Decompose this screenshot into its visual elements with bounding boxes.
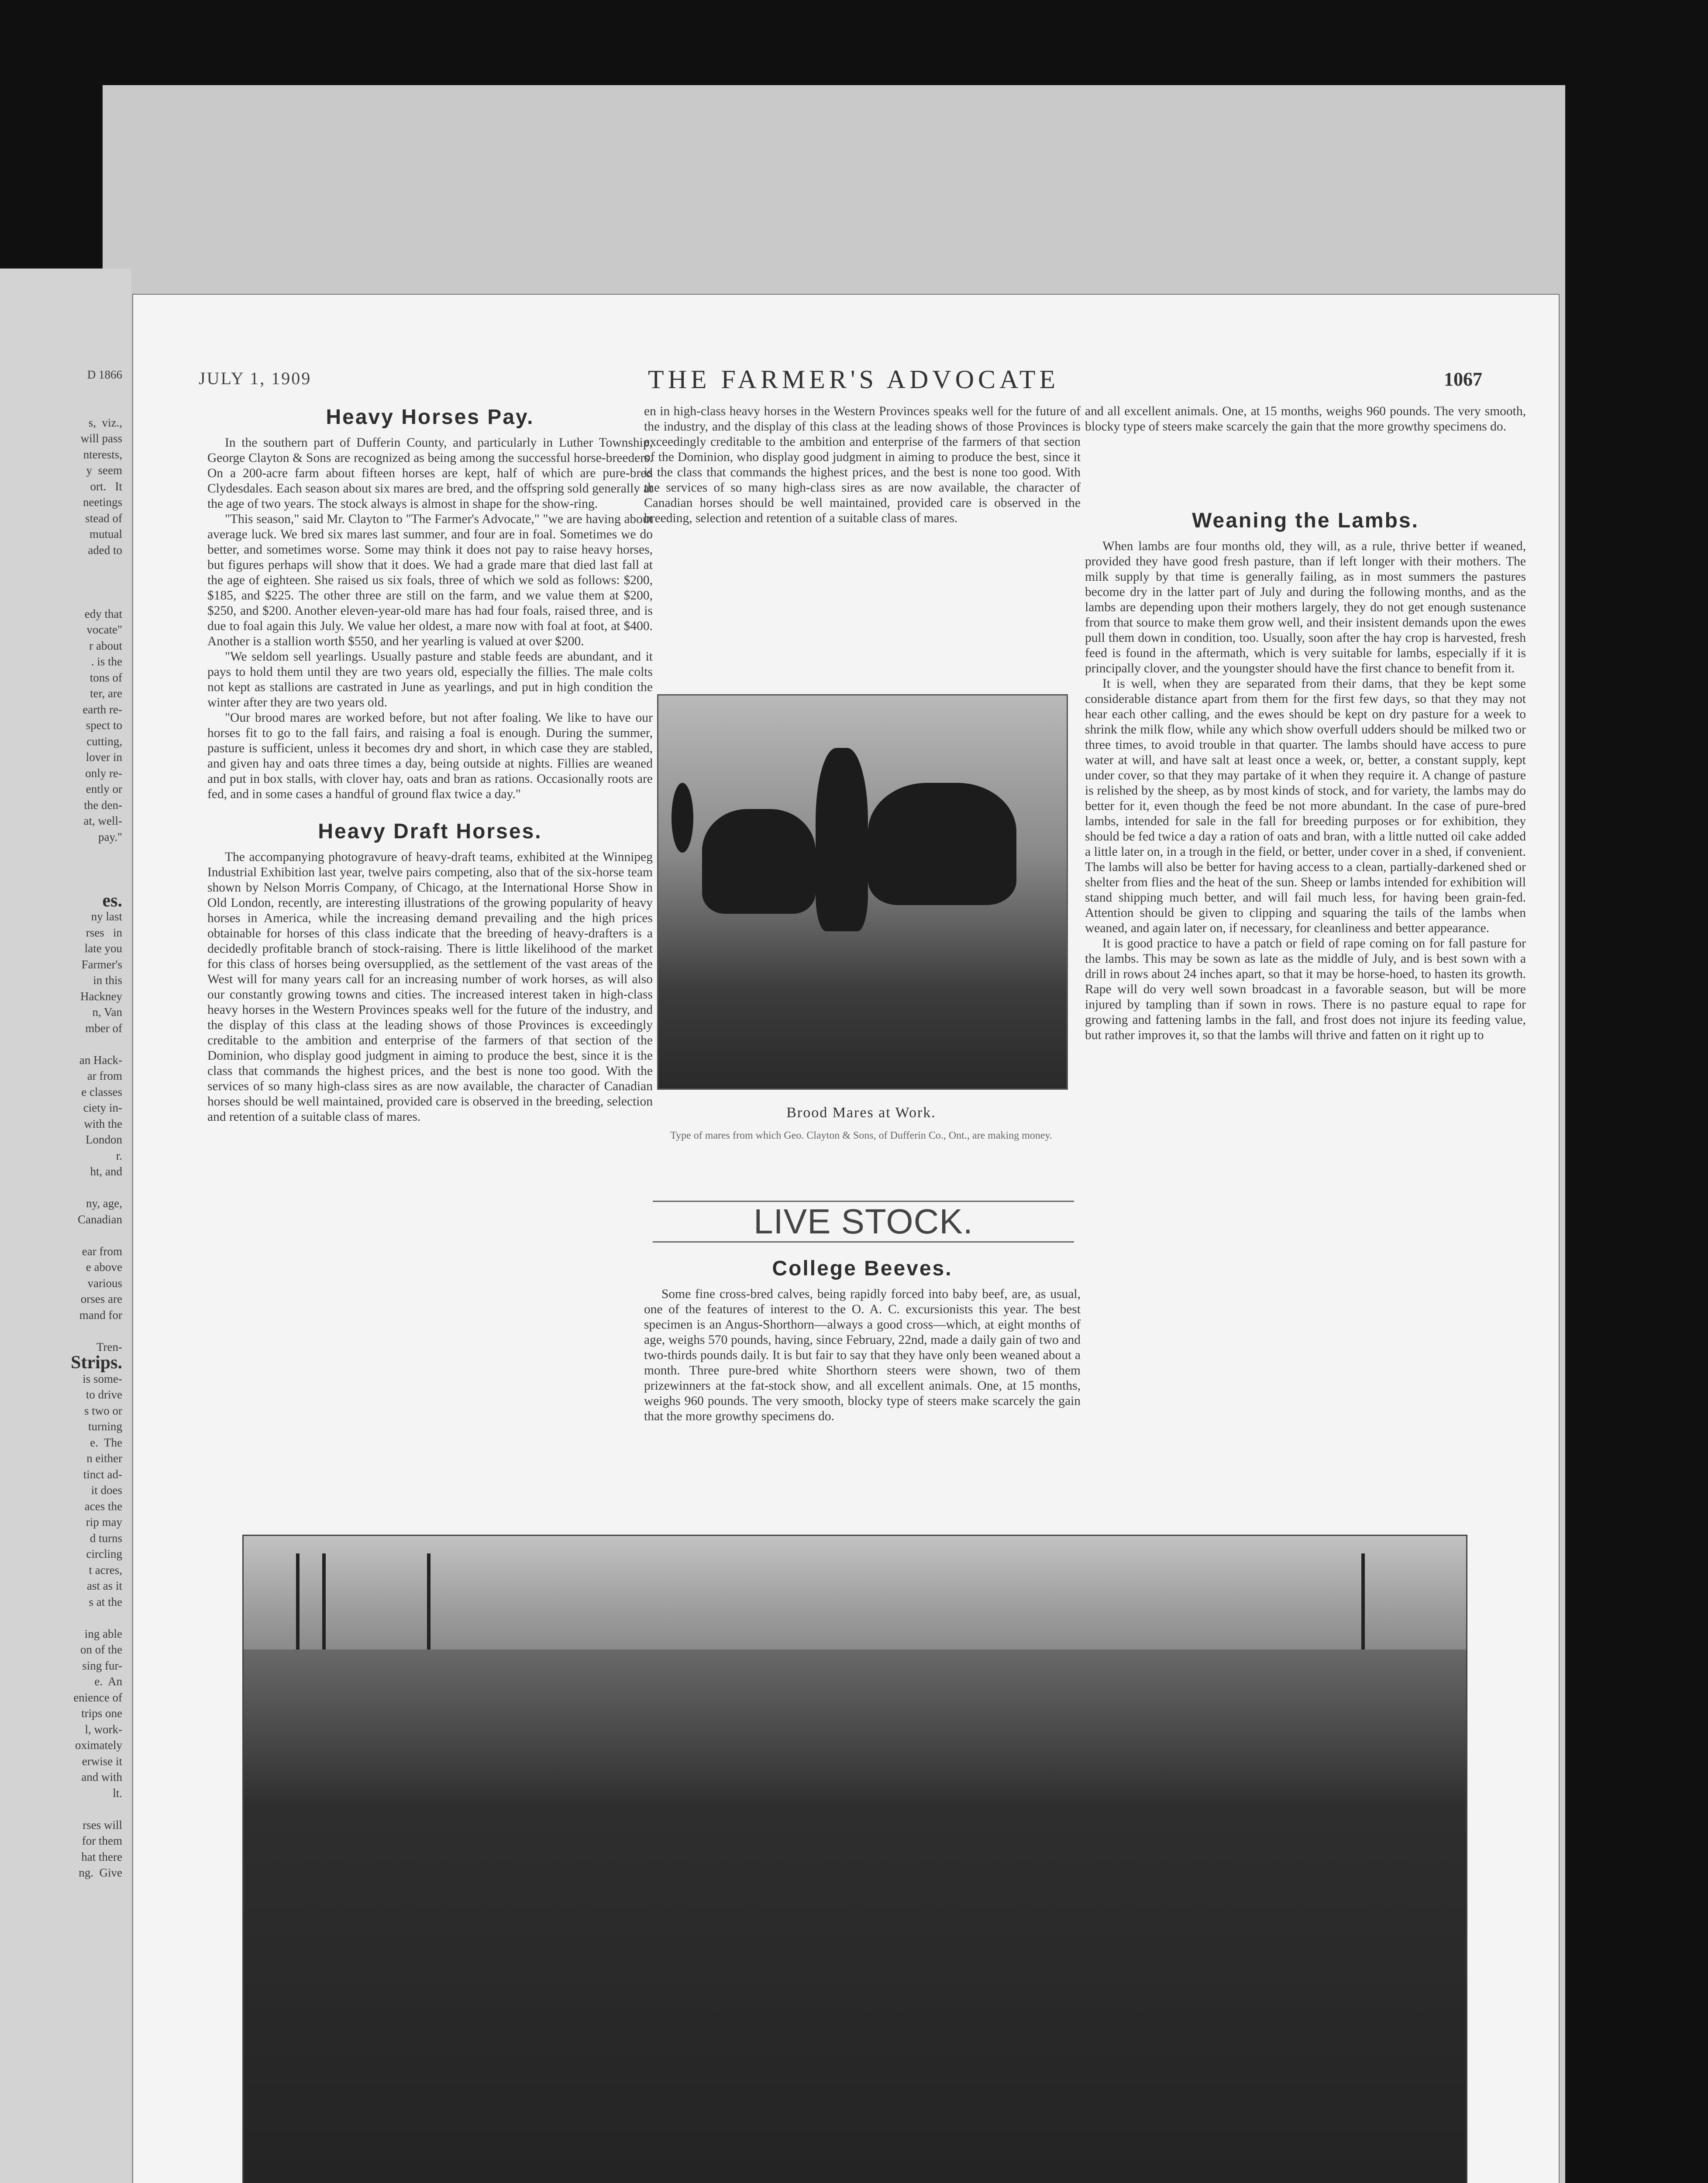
fragment-line [0,558,122,574]
fragment-line: stead of [85,511,122,525]
fragment-line: cutting, [86,734,122,748]
fragment-line: ear from [82,1244,122,1258]
masthead [199,365,1508,395]
article-paragraph: In the southern part of Dufferin County, and particularly in Luther Township, George Clayton & Sons are recognized as being among the successful horse-breeders. On a 200-acre farm about fifteen horses are kept, half of which are pure-bred Clydesdales. Each season about six mares are bred, and the offspring sold generally at the age of two years. The stock always is almost in shape for the show-ring. [207,436,653,511]
fragment-line: for them [82,1834,122,1847]
fragment-line: tons of [90,671,122,684]
fragment-line: the den- [84,798,122,812]
photo-caption-brood-mares [653,1105,1070,1142]
article-paragraph: It is well, when they are separated from their dams, that they be kept some considerable distance apart from them for the first few days, so that they may not hear each other calling, and the ewes should be kept on dry pasture for a week to shrink the milk flow, while any which show overfull udders should be milked two or three times, to avoid trouble in that quarter. The lambs should have access to pure water at will, and have salt at least once a week, or, better, a constant supply, kept under cover, so that they may partake of it when they require it. A change of pasture is relished by the sheep, as by most kinds of stock, and for variety, the lambs may do better for it, even though the feed be not more abundant. In the case of pure-bred lambs, intended for sale in the fall for breeding purposes or for exhibition, they should be fed twice a day a ration of oats and bran, with a little nutted oil cake added a little later on, in a trough in the field, or better, under cover in a shed, if convenient. The lambs will also be better for having access to a clean, partially-darkened shed or shelter from flies and the heat of the sun. Sheep or lambs intended for exhibition will stand shipping much better, and will fail much less, for having been grain-fed. Attention should be given to clipping and squaring the tails of the lambs when weaned, and again later on, if necessary, for cleanliness and better appearance. [1085,677,1526,935]
fragment-line: ht, and [90,1165,122,1178]
fragment-line: with the [84,1117,122,1130]
fragment-line: ng. Give [79,1866,122,1879]
article-paragraph: "Our brood mares are worked before, but not after foaling. We like to have our horses fit to go to the fall fairs, and raising a foal is enough. During the summer, pasture is sufficient, unless it becomes dry and short, in which case they are stabled, and given hay and oats three times a day, being outside at nights. Fillies are weaned and put in box stalls, with clover hay, oats and bran as rations. Occasionally roots are fed, and in some cases a handful of ground flax twice a day." [207,711,653,801]
fragment-line: London [86,1133,122,1146]
article-title-heavy-horses-pay: Heavy Horses Pay. [326,406,534,429]
fragment-line: ter, are [90,687,122,700]
fragment-line [0,1801,122,1817]
fragment-line: late you [84,942,122,955]
fragment-line: sing fur- [82,1659,122,1672]
fragment-line: ing able [84,1627,122,1640]
article-title-heavy-draft-horses: Heavy Draft Horses. [318,820,542,843]
fragment-line [0,845,122,861]
fragment-line: aded to [88,543,122,557]
fragment-line: y seem [86,464,122,477]
fragment-line: in this [93,974,122,987]
pole [322,1553,326,1649]
fragment-line: on of the [80,1643,122,1656]
pole [1361,1553,1365,1649]
pole [427,1553,430,1649]
fragment-line: lover in [86,751,122,764]
brood-mares-photo [657,694,1068,1090]
fragment-line: ny last [91,910,122,923]
fragment-line [0,1180,122,1196]
article-paragraph: When lambs are four months old, they will, as a rule, thrive better if weaned, provided they have good fresh pasture, than if left longer with their mothers. The milk supply by that time is generally failing, as in most summers the pastures become dry in the latter part of July and during the following months, and as the lambs are depending upon their mothers largely, they do not get enough sustenance from that source to make them grow well, and their insistent demands upon the ewes pull them down in condition, too. Usually, soon after the hay crop is harvested, fresh feed is found in the aftermath, which is very suitable for lambs, especially if it is principally clover, and the youngster should have the first chance to benefit from it. [1085,539,1526,675]
fragment-line [0,1323,122,1339]
fragment-line: ar from [87,1069,122,1082]
fragment-line [0,1227,122,1243]
fragment-line: earth re- [83,702,122,716]
article-paragraph: Some fine cross-bred calves, being rapidly forced into baby beef, are, as usual, one of the features of interest to the O. A. C. excursionists this year. The best specimen is an Angus-Shorthorn—always a good cross—which, at eight months of age, weighs 570 pounds, having, since February, 22nd, made a daily gain of two and two-thirds pounds daily. It is but fair to say that they have only been weaned about a month. Three pure-bred white Shorthorn steers were shown, two of them prizewinners at the fat-stock show, and all excellent animals. One, at 15 months, weighs 960 pounds. The very smooth, blocky type of steers make scarcely the gain that the more growthy specimens do. [644,1287,1081,1423]
fragment-line: erwise it [82,1754,122,1768]
fragment-line: Farmer's [81,957,122,971]
fragment-line: will pass [80,432,122,445]
article-title-college-beeves: College Beeves. [772,1257,953,1280]
fragment-line: e classes [81,1085,122,1098]
publication-title: THE FARMER'S ADVOCATE [647,365,1060,394]
fragment-line: . is the [91,655,122,668]
column-3 [1085,404,1526,1259]
fragment-line: nterests, [83,448,122,461]
fragment-line: vocate" [86,623,122,636]
fragment-line: only re- [85,766,122,780]
fragment-line: it does [91,1484,122,1497]
column-2 [644,404,1081,666]
fragment-line: tinct ad- [83,1467,122,1481]
fragment-line: r about [89,639,122,652]
fragment-line: mand for [79,1308,122,1322]
article-paragraph-continued: en in high-class heavy horses in the Western Provinces speaks well for the future of the industry, and the display of this class at the leading shows of those Provinces is exceedingly creditable to the ambition and enterprise of the farmers of that section of the Dominion, who display good judgment in aiming to produce the best, since it is the class that commands the highest prices, and the best is none too good. With the services of so many high-class sires as are now available, the character of Canadian horses should be well maintained, provided care is observed in the breeding, selection and retention of a suitable class of mares. [644,404,1081,525]
fragment-line: spect to [86,719,122,732]
caption-title: Brood Mares at Work. [786,1105,936,1121]
fragment-line: n, Van [92,1005,122,1019]
page-number: 1067 [1444,368,1482,390]
fragment-line: e. An [94,1675,122,1688]
caption-subtitle: Type of mares from which Geo. Clayton & Sons, of Dufferin Co., Ont., are making money. [670,1130,1052,1141]
article-paragraph: The accompanying photogravure of heavy-draft teams, exhibited at the Winnipeg Industrial Exhibition last year, twelve pairs competing, also that of the six-horse team shown by Nelson Morris Company, of Chicago, at the International Horse Show in Old London, recently, are interesting illustrations of the growing popularity of heavy horses in America, while the increasing demand prevailing and the high prices obtainable for horses of this class indicate that the breeding of heavy-drafters is a decidedly profitable branch of stock-raising. There is little likelihood of the market for this class of horses being oversupplied, as the settlement of the vast areas of the West will for many years call for an increasing number of work horses, as will also our constantly growing towns and cities. The increased interest taken in high-class heavy horses in the Western Provinces speaks well for the future of the industry, and the display of this class at the leading shows of those Provinces is exceedingly creditable to the ambition and enterprise of the farmers of that section of the Dominion, who display good judgment in aiming to produce the best, since it is the class that commands the highest prices, and the best is none too good. With the services of so many high-class sires as are now available, the character of Canadian horses should be well maintained, provided care is observed in the breeding, selection and retention of a suitable class of mares. [207,850,653,1124]
fragment-line [0,590,122,606]
fragment-line: circling [86,1547,122,1560]
fragment-line: s at the [89,1595,122,1608]
person-figure [671,783,693,853]
fragment-line: ciety in- [83,1101,122,1114]
newspaper-page [133,295,1559,2183]
fragment-line: Canadian [78,1212,122,1226]
heavy-draft-teams-photo [242,1535,1467,2183]
fragment-line: an Hack- [79,1053,122,1067]
article-title-weaning-the-lambs: Weaning the Lambs. [1192,509,1419,532]
fragment-line: various [87,1276,122,1290]
fragment-line: r. [116,1149,122,1162]
fragment-line: ny, age, [86,1197,122,1210]
column-2-lower [644,1253,1081,1474]
fragment-line: rses will [83,1818,122,1832]
fragment-line: Hackney [80,989,122,1003]
fragment-line: e. The [90,1436,122,1449]
horse-figure [816,748,868,931]
fragment-line: turning [88,1420,122,1433]
fragment-line: Tren- [96,1340,122,1353]
fragment-line: and with [81,1770,122,1784]
facing-page-text [0,269,122,1881]
fragment-line: hat there [81,1850,122,1863]
fragment-line: edy that [84,607,122,620]
fragment-line: mutual [90,527,122,541]
section-heading-live-stock: LIVE STOCK. [653,1201,1074,1243]
fragment-line: at, well- [83,814,122,827]
fragment-line: D 1866 [87,368,122,381]
facing-page-fragment [0,269,131,2183]
fragment-line [0,399,122,415]
fragment-line: l, work- [85,1722,122,1736]
fragment-line: e above [86,1260,122,1274]
fragment-heading: Strips. [71,1353,122,1373]
issue-date: JULY 1, 1909 [199,368,312,388]
fragment-line: ort. It [90,479,122,493]
fragment-line: rses in [86,926,122,939]
fragment-heading: es. [102,890,122,911]
fragment-line: ently or [86,782,122,795]
horse-figure [702,809,816,914]
fragment-line [0,861,122,877]
article-paragraph: "We seldom sell yearlings. Usually pasture and stable feeds are abundant, and it pays to hold them until they are two years old, especially the fillies. The male colts not kept as stallions are castrated in June as yearlings, and put in high condition the winter after they are two years old. [207,650,653,709]
fragment-line [0,383,122,399]
article-paragraph: It is good practice to have a patch or field of rape coming on for fall pasture for the lambs. This may be sown as late as the middle of July, and is best sown with a drill in rows about 24 inches apart, so that it may be horse-hoed, to hasten its growth. Rape will do very well sown broadcast in a favorable season, but will be more injured by tampling than if sown in rows. There is no pasture equal to rape for growing and fattening lambs in the fall, and frost does not injure its feeding value, but rather improves it, so that the lambs will thrive and fatten on it right up to [1085,937,1526,1042]
pole [296,1553,300,1649]
fragment-line: trips one [81,1707,122,1720]
fragment-line: pay." [98,830,122,844]
horse-figure [868,783,1016,905]
fragment-line [0,1036,122,1052]
fragment-line: enience of [73,1691,122,1704]
fragment-line: mber of [85,1021,122,1035]
fragment-line: neetings [83,496,122,509]
fragment-line: n either [86,1452,122,1465]
fragment-line: t acres, [89,1563,122,1577]
fragment-line: s two or [84,1404,122,1417]
fragment-line: oximately [75,1739,122,1752]
fragment-line [0,1610,122,1626]
article-paragraph-continued: and all excellent animals. One, at 15 months, weighs 960 pounds. The very smooth, blocky type of steers make scarcely the gain that the more growthy specimens do. [1085,404,1526,434]
article-paragraph: "This season," said Mr. Clayton to "The Farmer's Advocate," "we are having about average luck. We bred six mares last summer, and four are in foal. Sometimes we do better, and sometimes worse. Some may think it does not pay to raise heavy horses, but figures perhaps will show that it does. We had a grade mare that died last fall at the age of eighteen. She raised us six foals, three of which we sold as follows: $200, $185, and $225. The other three are still on the farm, and we value them at $200, $250, and $200. Another eleven-year-old mare has had four foals, raised three, and is due to foal again this July. We value her oldest, a mare now with foal at foot, at $400. Another is a stallion worth $550, and her yearling is valued at over $200. [207,512,653,648]
fragment-line: lt. [113,1786,122,1800]
fragment-line: is some- [83,1372,122,1385]
fragment-line: s, viz., [88,416,122,429]
fragment-line [0,574,122,590]
fragment-line: d turns [90,1531,122,1545]
fragment-line: to drive [86,1388,122,1401]
column-1 [207,402,653,1212]
fragment-line: ast as it [87,1579,122,1592]
fragment-line: aces the [84,1499,122,1513]
fragment-line: orses are [80,1292,122,1305]
fragment-line: rip may [86,1515,122,1529]
